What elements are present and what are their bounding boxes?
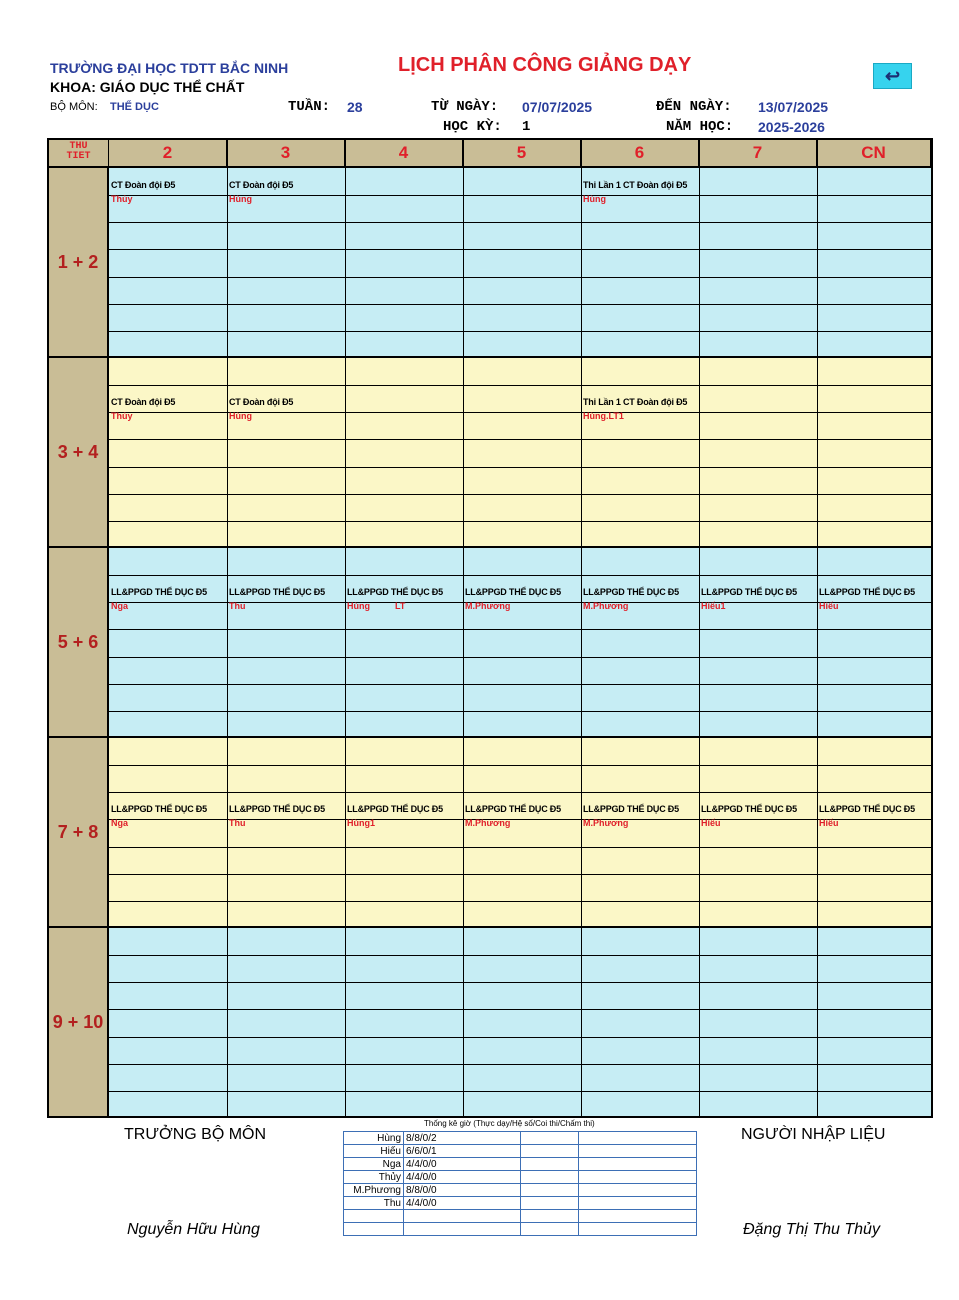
column-divider [463, 140, 464, 1116]
stats-row [344, 1197, 697, 1210]
stats-empty-cell [521, 1132, 579, 1145]
day-header: 6 [581, 140, 699, 168]
school-year-value: 2025-2026 [758, 119, 825, 135]
period-label: 9 + 10 [49, 928, 109, 1118]
day-header: 4 [345, 140, 463, 168]
row-divider [109, 684, 931, 685]
faculty-name: KHOA: GIÁO DỤC THỂ CHẤT [50, 79, 245, 95]
row-divider [109, 222, 931, 223]
class-course[interactable]: LL&PPGD THỂ DỤC Đ5 [465, 804, 561, 815]
stats-row [344, 1132, 697, 1145]
stats-teacher-name: Hiếu [344, 1145, 404, 1158]
stats-row [344, 1223, 697, 1236]
period-label: 7 + 8 [49, 738, 109, 928]
row-divider [109, 629, 931, 630]
department-value: THỂ DỤC [110, 101, 159, 113]
class-teacher: M.Phương [465, 601, 511, 612]
stats-empty-cell [579, 1171, 697, 1184]
row-divider [109, 657, 931, 658]
column-divider [581, 140, 582, 1116]
stats-row [344, 1184, 697, 1197]
class-course[interactable]: LL&PPGD THỂ DỤC Đ5 [583, 587, 679, 598]
corner-day-label: THU [69, 141, 88, 152]
school-name: TRƯỜNG ĐẠI HỌC TDTT BẮC NINH [50, 60, 289, 76]
class-teacher: Hiếu [819, 818, 839, 829]
stats-hours-value: 8/8/0/2 [404, 1132, 521, 1145]
class-teacher: Hùng.LT1 [583, 411, 624, 422]
row-divider [109, 439, 931, 440]
row-divider [109, 1091, 931, 1092]
period-block [109, 928, 931, 1118]
row-divider [109, 955, 931, 956]
to-date-value: 13/07/2025 [758, 99, 829, 115]
stats-teacher-name [344, 1210, 404, 1223]
data-entry-title: NGƯỜI NHẬP LIỆU [741, 1126, 886, 1143]
day-header: 7 [699, 140, 817, 168]
class-teacher: M.Phương [583, 601, 629, 612]
from-date-value: 07/07/2025 [522, 99, 593, 115]
stats-teacher-name: Nga [344, 1158, 404, 1171]
class-teacher: Hùng1 [347, 818, 375, 829]
row-divider [109, 249, 931, 250]
row-divider [109, 331, 931, 332]
corner-header [49, 140, 109, 168]
column-divider [345, 140, 346, 1116]
stats-hours-value [404, 1223, 521, 1236]
class-teacher: Hiếu [819, 601, 839, 612]
row-divider [109, 901, 931, 902]
stats-teacher-name: Thủy [344, 1171, 404, 1184]
stats-empty-cell [521, 1158, 579, 1171]
stats-teacher-name: Thu [344, 1197, 404, 1210]
stats-row [344, 1145, 697, 1158]
row-divider [109, 304, 931, 305]
period-block [109, 358, 931, 548]
column-divider [817, 140, 818, 1116]
column-divider [227, 140, 228, 1116]
row-divider [109, 494, 931, 495]
class-course[interactable]: CT Đoàn đội Đ5 [111, 180, 176, 191]
stats-hours-value [404, 1210, 521, 1223]
class-course[interactable]: LL&PPGD THỂ DỤC Đ5 [583, 804, 679, 815]
stats-empty-cell [521, 1171, 579, 1184]
semester-value: 1 [522, 119, 531, 135]
class-course[interactable]: LL&PPGD THỂ DỤC Đ5 [229, 804, 325, 815]
class-teacher: Thu [229, 601, 246, 612]
row-divider [109, 765, 931, 766]
stats-empty-cell [579, 1210, 697, 1223]
head-of-department-name: Nguyễn Hữu Hùng [127, 1221, 260, 1238]
class-teacher: Hùng [229, 194, 252, 205]
stats-empty-cell [521, 1223, 579, 1236]
hours-stats-title: Thống kê giờ (Thực dạy/Hệ số/Coi thi/Chấm thi) [424, 1119, 595, 1128]
week-value: 28 [347, 99, 363, 115]
class-teacher: Thu [229, 818, 246, 829]
page-title: LỊCH PHÂN CÔNG GIẢNG DẠY [398, 54, 692, 76]
row-divider [109, 711, 931, 712]
stats-hours-value: 8/8/0/0 [404, 1184, 521, 1197]
stats-empty-cell [579, 1132, 697, 1145]
stats-hours-value: 4/4/0/0 [404, 1197, 521, 1210]
class-teacher: Thủy [111, 194, 133, 205]
row-divider [109, 792, 931, 793]
class-course[interactable]: LL&PPGD THỂ DỤC Đ5 [347, 804, 443, 815]
class-course[interactable]: Thi Lần 1 CT Đoàn đội Đ5 [583, 180, 688, 191]
class-course[interactable]: Thi Lần 1 CT Đoàn đội Đ5 [583, 397, 688, 408]
class-teacher: Hùng [583, 194, 606, 205]
period-label: 1 + 2 [49, 168, 109, 358]
stats-empty-cell [521, 1184, 579, 1197]
stats-row [344, 1171, 697, 1184]
school-year-label: NĂM HỌC: [666, 119, 734, 135]
row-divider [109, 467, 931, 468]
data-entry-name: Đặng Thị Thu Thủy [743, 1221, 880, 1238]
class-course[interactable]: LL&PPGD THỂ DỤC Đ5 [347, 587, 443, 598]
stats-empty-cell [579, 1158, 697, 1171]
class-course[interactable]: LL&PPGD THỂ DỤC Đ5 [701, 804, 797, 815]
return-arrow-icon: ↩ [884, 66, 901, 86]
row-divider [109, 385, 931, 386]
class-teacher: Thủy [111, 411, 133, 422]
class-course[interactable]: LL&PPGD THỂ DỤC Đ5 [465, 587, 561, 598]
stats-teacher-name: Hùng [344, 1132, 404, 1145]
class-course[interactable]: LL&PPGD THỂ DỤC Đ5 [111, 804, 207, 815]
column-divider [699, 140, 700, 1116]
class-course[interactable]: CT Đoàn đội Đ5 [229, 180, 294, 191]
class-teacher: Hiếu [701, 818, 721, 829]
row-divider [109, 982, 931, 983]
class-course[interactable]: LL&PPGD THỂ DỤC Đ5 [819, 587, 915, 598]
class-course[interactable]: CT Đoàn đội Đ5 [229, 397, 294, 408]
stats-empty-cell [579, 1197, 697, 1210]
stats-teacher-name [344, 1223, 404, 1236]
row-divider [109, 277, 931, 278]
class-course[interactable]: LL&PPGD THỂ DỤC Đ5 [229, 587, 325, 598]
row-divider [109, 1009, 931, 1010]
schedule-grid [47, 138, 933, 1118]
stats-hours-value: 4/4/0/0 [404, 1158, 521, 1171]
stats-hours-value: 6/6/0/1 [404, 1145, 521, 1158]
stats-empty-cell [579, 1145, 697, 1158]
stats-hours-value: 4/4/0/0 [404, 1171, 521, 1184]
period-label: 5 + 6 [49, 548, 109, 738]
department-label: BỘ MÔN: [50, 101, 98, 113]
stats-empty-cell [521, 1197, 579, 1210]
row-divider [109, 1064, 931, 1065]
row-divider [109, 874, 931, 875]
class-course[interactable]: CT Đoàn đội Đ5 [111, 397, 176, 408]
hours-stats-table [343, 1131, 697, 1236]
period-block [109, 738, 931, 928]
period-block [109, 548, 931, 738]
stats-teacher-name: M.Phương [344, 1184, 404, 1197]
day-header: 2 [109, 140, 227, 168]
row-divider [109, 847, 931, 848]
day-header: 5 [463, 140, 581, 168]
from-date-label: TỪ NGÀY: [431, 99, 499, 115]
stats-row [344, 1210, 697, 1223]
day-header: CN [817, 140, 931, 168]
stats-empty-cell [579, 1184, 697, 1197]
semester-label: HỌC KỲ: [443, 119, 502, 135]
class-teacher: M.Phương [465, 818, 511, 829]
class-teacher: Hùng [229, 411, 252, 422]
period-label: 3 + 4 [49, 358, 109, 548]
class-course[interactable]: LL&PPGD THỂ DỤC Đ5 [111, 587, 207, 598]
class-course[interactable]: LL&PPGD THỂ DỤC Đ5 [819, 804, 915, 815]
class-teacher: Nga [111, 818, 129, 829]
class-teacher: Nga [111, 601, 129, 612]
class-teacher: Hùng LT [347, 601, 406, 612]
row-divider [109, 575, 931, 576]
corner-period-label: TIET [66, 151, 91, 162]
stats-empty-cell [579, 1223, 697, 1236]
stats-empty-cell [521, 1145, 579, 1158]
stats-empty-cell [521, 1210, 579, 1223]
day-header: 3 [227, 140, 345, 168]
to-date-label: ĐẾN NGÀY: [656, 99, 732, 115]
head-of-department-title: TRƯỞNG BỘ MÔN [124, 1126, 267, 1143]
back-button[interactable] [873, 63, 912, 89]
class-course[interactable]: LL&PPGD THỂ DỤC Đ5 [701, 587, 797, 598]
class-teacher: M.Phương [583, 818, 629, 829]
week-label: TUẦN: [288, 99, 331, 115]
class-teacher: Hiếu1 [701, 601, 726, 612]
row-divider [109, 1037, 931, 1038]
row-divider [109, 521, 931, 522]
stats-row [344, 1158, 697, 1171]
